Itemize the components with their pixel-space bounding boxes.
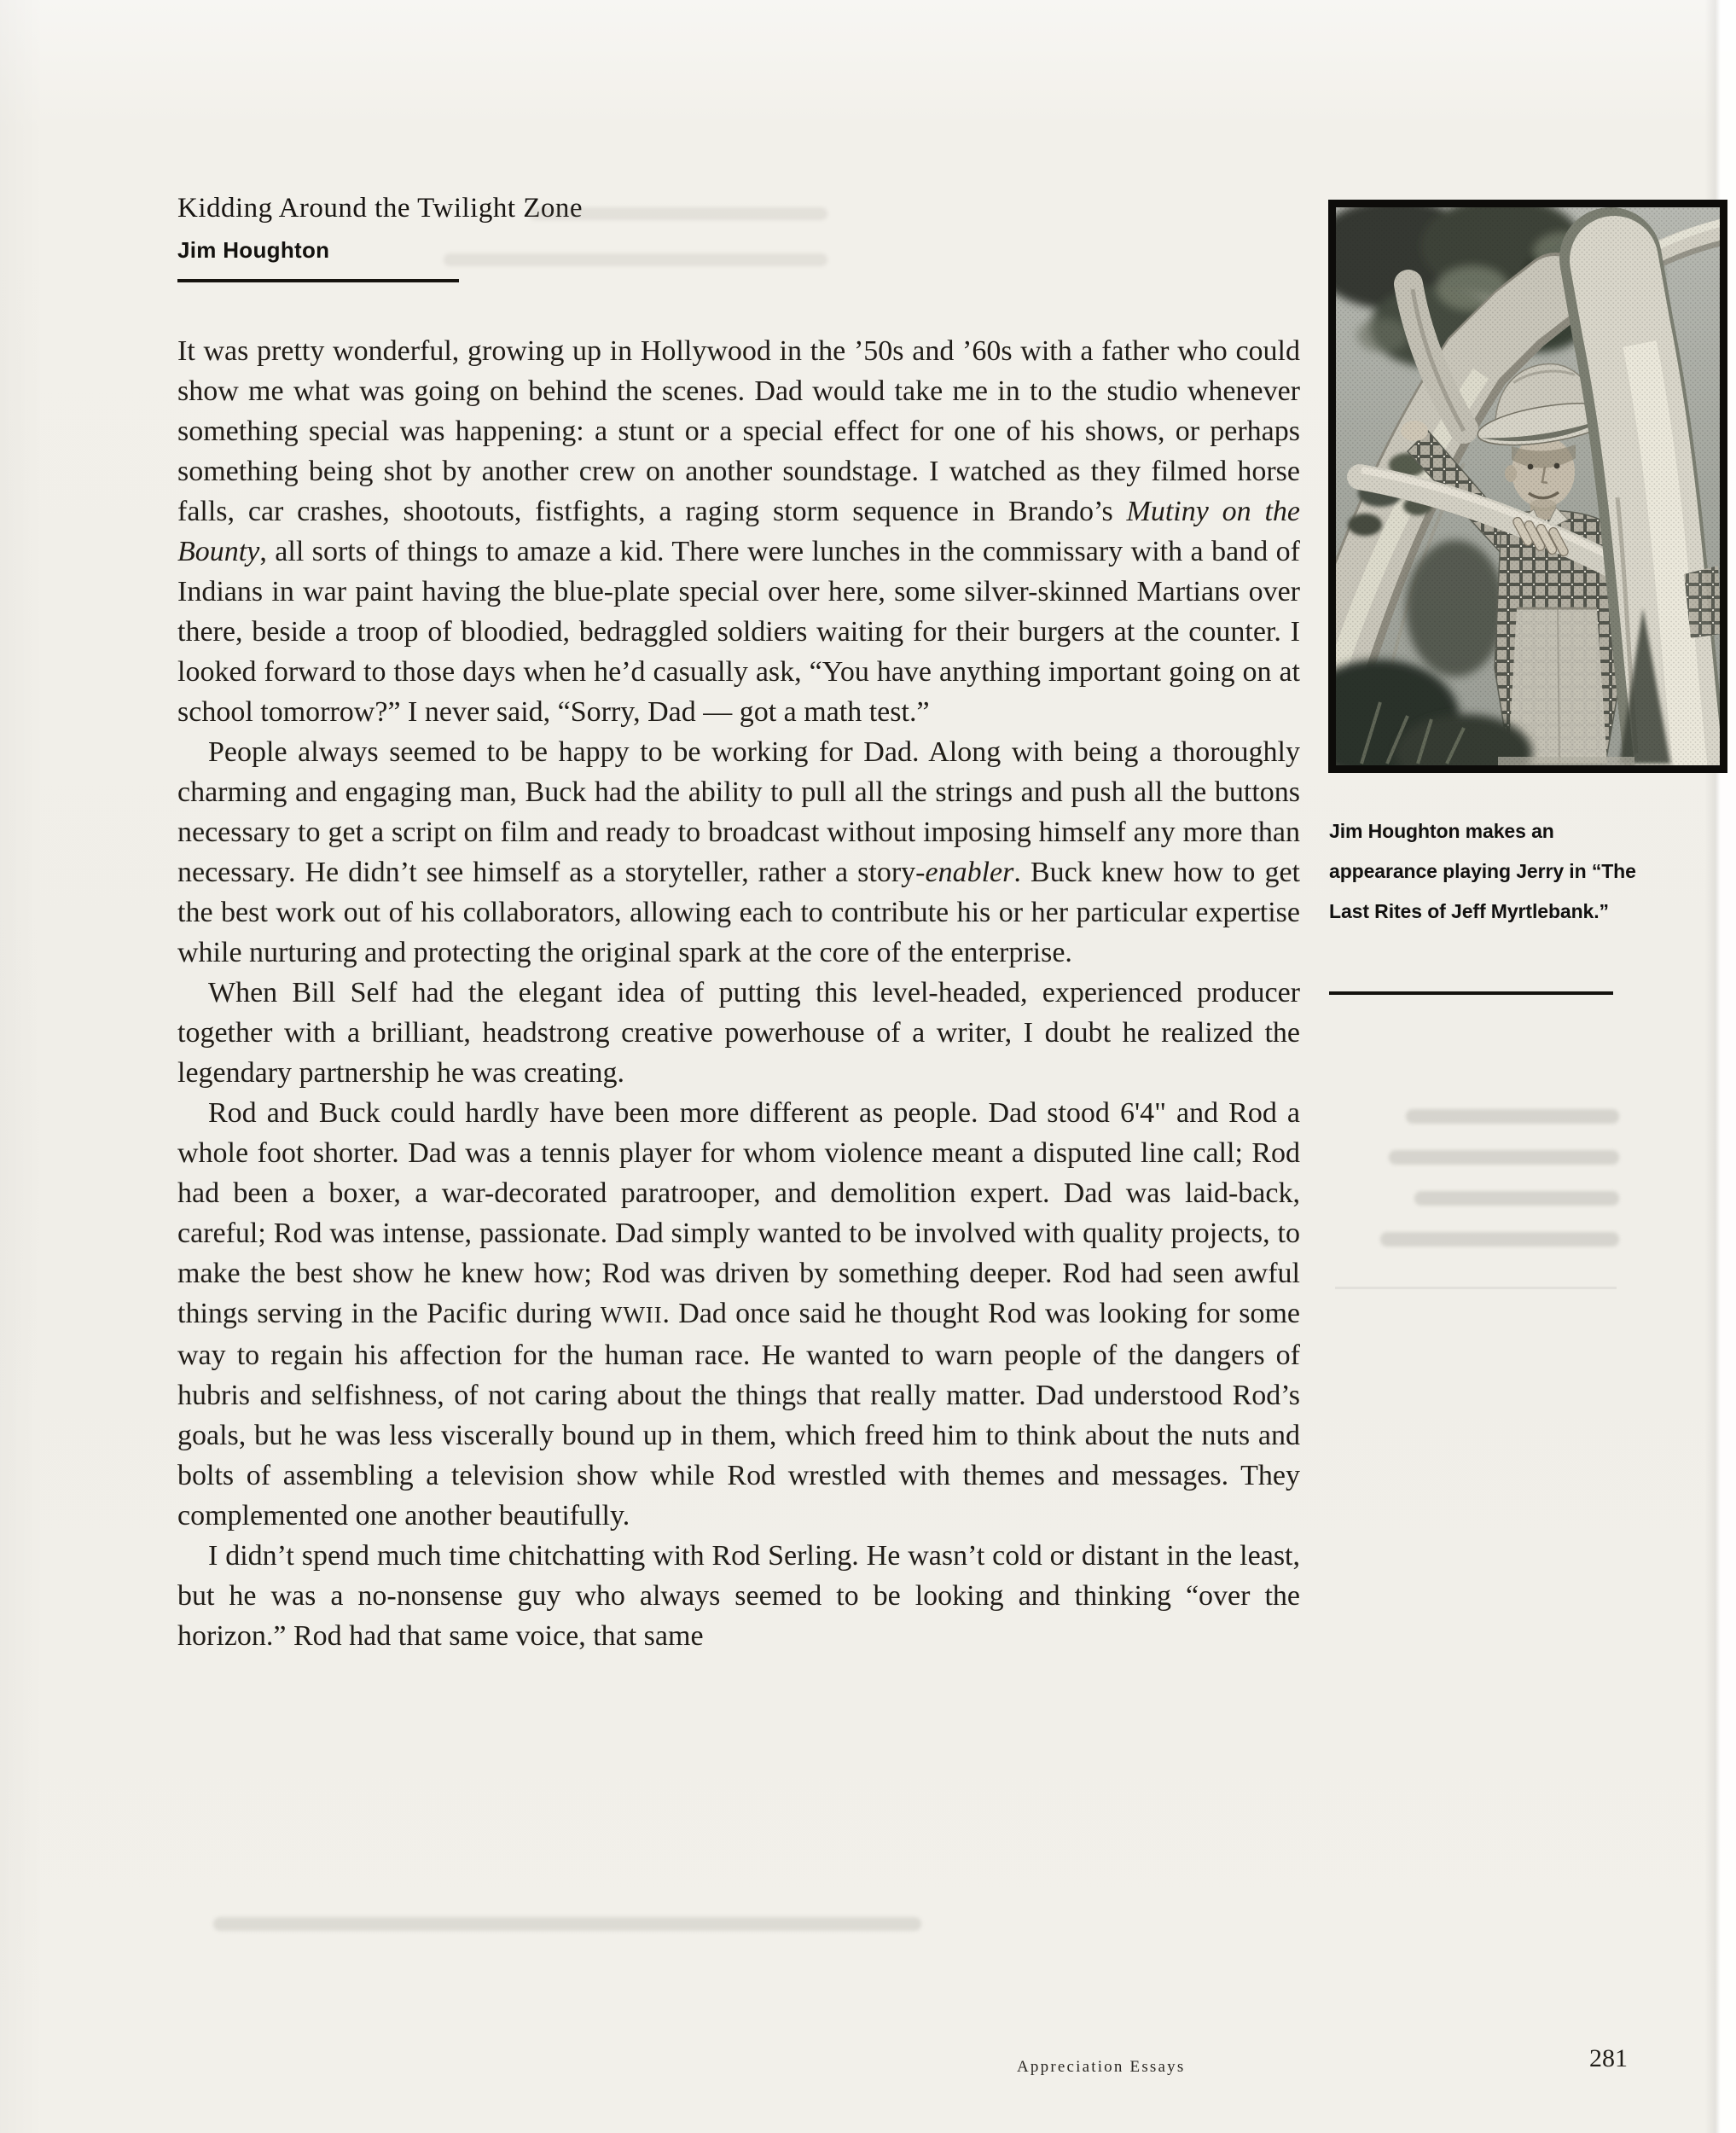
photo-jim-houghton: [1328, 200, 1727, 773]
showthrough-ghost: [213, 1917, 921, 1931]
title-rule: [177, 279, 459, 282]
article-author: Jim Houghton: [177, 237, 330, 264]
caption-rule: [1329, 991, 1613, 995]
essay-paragraph: Rod and Buck could hardly have been more different as people. Dad stood 6'4" and Rod a whole foot shorter. Dad was a tennis player for whom violence meant a disputed line call; Rod had been a boxer, a war-decorated paratrooper, and demolition expert. Dad was laid-back, careful; Rod was intense, passionate. Dad simply wanted to be involved with quality projects, to make the best show he knew how; Rod was driven by something deeper. Rod had seen awful things serving in the Pacific during WWII. Dad once said he thought Rod was looking for some way to regain his affection for the human race. He wanted to warn people of the dangers of hubris and selfishness, of not caring about the things that really matter. Dad understood Rod’s goals, but he was less viscerally bound up in them, which freed him to think about the nuts and bolts of assembling a television show while Rod wrestled with themes and messages. They complemented one another beautifully.: [177, 1097, 1300, 1531]
footer-page-number: 281: [1589, 2044, 1628, 2072]
showthrough-ghost: [1389, 1150, 1619, 1165]
showthrough-ghost: [444, 253, 827, 266]
showthrough-ghost: [1406, 1109, 1619, 1124]
essay-paragraph: I didn’t spend much time chitchatting with Rod Serling. He wasn’t cold or distant in the least, but he was a no-nonsense guy who always seemed to be looking and thinking “over the horizon.” Rod had that same voice, that same: [177, 1540, 1300, 1652]
showthrough-ghost: [1414, 1191, 1619, 1206]
photo-illustration: [1336, 207, 1720, 765]
article-header: [177, 193, 1300, 282]
showthrough-rule: [1335, 1287, 1617, 1289]
essay-paragraph: People always seemed to be happy to be working for Dad. Along with being a thoroughly charming and engaging man, Buck had the ability to pull all the strings and push all the buttons necessary to get a script on film and ready to broadcast without imposing himself any more than necessary. He didn’t see himself as a storyteller, rather a story-enabler. Buck knew how to get the best work out of his collaborators, allowing each to contribute his or her particular expertise while nurturing and protecting the original spark at the core of the enterprise.: [177, 736, 1300, 968]
showthrough-ghost: [529, 207, 827, 220]
photo-caption: Jim Houghton makes an appearance playing Jerry in “The Last Rites of Jeff Myrtlebank.”: [1329, 820, 1636, 922]
essay-paragraph: It was pretty wonderful, growing up in Hollywood in the ’50s and ’60s with a father who could show me what was going on behind the scenes. Dad would take me in to the studio whenever something special was happening: a stunt or a special effect for one of his shows, or perhaps something being shot by another crew on another soundstage. I watched as they filmed horse falls, car crashes, shootouts, fistfights, a raging storm sequence in Brando’s Mutiny on the Bounty, all sorts of things to amaze a kid. There were lunches in the commissary with a band of Indians in war paint having the blue-plate special over here, some silver-skinned Martians over there, beside a troop of bloodied, bedraggled soldiers waiting for their burgers at the counter. I looked forward to those days when he’d casually ask, “You have anything important going on at school tomorrow?” I never said, “Sorry, Dad — got a math test.”: [177, 335, 1301, 728]
essay-paragraph: When Bill Self had the elegant idea of putting this level-headed, experienced producer together with a brilliant, headstrong creative powerhouse of a writer, I doubt he realized the legendary partnership he was creating.: [177, 977, 1300, 1089]
page-title: Kidding Around the Twilight Zone: [177, 193, 584, 224]
showthrough-ghost: [1380, 1232, 1619, 1247]
essay-body: [177, 331, 1300, 1656]
footer-section-label: Appreciation Essays: [1017, 2058, 1186, 2076]
